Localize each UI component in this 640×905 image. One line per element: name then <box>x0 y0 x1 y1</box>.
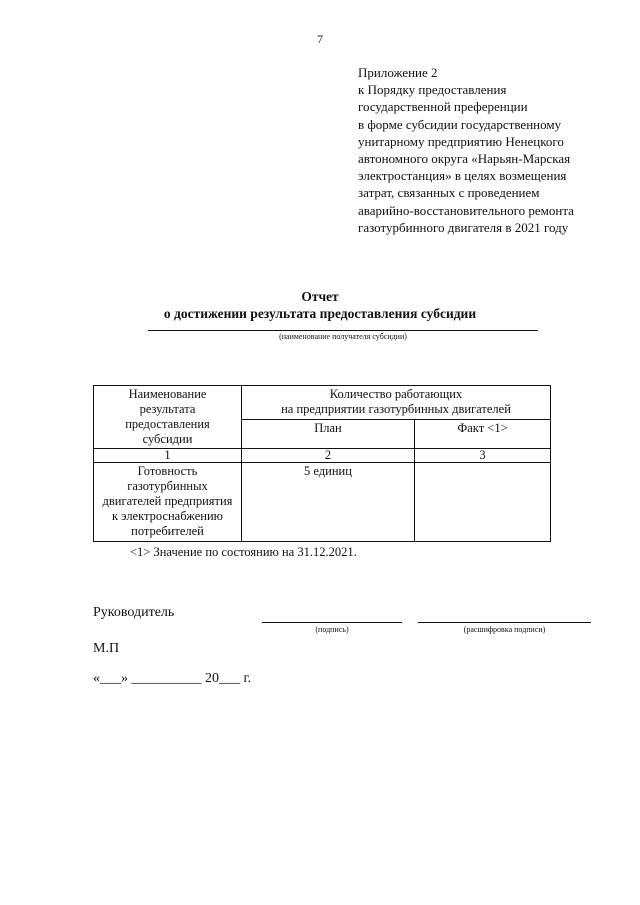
appendix-line: затрат, связанных с проведением <box>358 185 540 201</box>
report-title-line2: о достижении результата предоставления субсидии <box>163 306 477 321</box>
header-result-line: субсидии <box>142 432 193 446</box>
appendix-line: унитарному предприятию Ненецкого <box>358 133 564 149</box>
header-fact-cell: Факт <1> <box>415 419 551 448</box>
report-table <box>93 385 551 542</box>
report-title <box>0 288 640 322</box>
appendix-line: Приложение 2 <box>358 65 438 80</box>
header-quantity-line: Количество работающих <box>329 387 463 401</box>
stamp-label: М.П <box>93 641 120 656</box>
recipient-name-line <box>148 330 538 331</box>
head-label: Руководитель <box>93 605 175 620</box>
appendix-line: электростанция» в целях возмещения <box>358 168 567 184</box>
date-line: «___» __________ 20___ г. <box>93 671 252 686</box>
page-number: 7 <box>317 32 323 46</box>
report-title-line1: Отчет <box>301 289 339 304</box>
result-line: Готовность <box>137 464 198 478</box>
plan-value-cell: 5 единиц <box>242 463 415 542</box>
appendix-header <box>358 64 628 236</box>
decoding-caption: (расшифровка подписи) <box>463 625 546 634</box>
fact-value-cell <box>415 463 551 542</box>
column-number: 3 <box>415 449 551 463</box>
signature-caption: (подпись) <box>315 625 349 634</box>
appendix-line: к Порядку предоставления <box>358 82 507 98</box>
header-result-line: предоставления <box>125 417 210 431</box>
result-line: газотурбинных <box>127 479 208 493</box>
header-plan-cell: План <box>242 419 415 448</box>
header-result-cell <box>94 386 242 449</box>
result-cell <box>94 463 242 542</box>
header-result-line: результата <box>139 402 196 416</box>
appendix-line: автономного округа «Нарьян-Марская <box>358 151 571 167</box>
recipient-caption: (наименование получателя субсидии) <box>279 332 407 341</box>
decoding-line <box>418 622 591 623</box>
header-quantity-cell <box>242 386 551 420</box>
result-line: двигателей предприятия <box>102 494 233 508</box>
footnote: <1> Значение по состоянию на 31.12.2021. <box>130 545 357 559</box>
signature-line <box>262 622 402 623</box>
column-number: 1 <box>94 449 242 463</box>
appendix-line: аварийно-восстановительного ремонта <box>358 202 574 218</box>
header-result-line: Наименование <box>128 387 207 401</box>
column-number: 2 <box>242 449 415 463</box>
appendix-line: государственной преференции <box>358 99 528 115</box>
header-quantity-line: на предприятии газотурбинных двигателей <box>281 402 511 416</box>
appendix-line: в форме субсидии государственному <box>358 116 562 132</box>
appendix-line: газотурбинного двигателя в 2021 году <box>358 219 569 235</box>
result-line: потребителей <box>131 524 204 538</box>
result-line: к электроснабжению <box>111 509 224 523</box>
